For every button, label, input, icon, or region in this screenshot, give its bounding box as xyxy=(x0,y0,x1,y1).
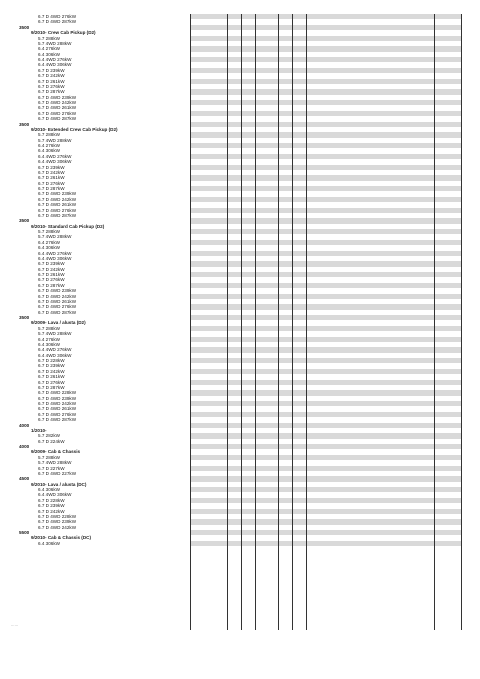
engine-label: 5.7 4WD 288kW xyxy=(38,234,72,240)
engine-label: 6.4 4WD 306kW xyxy=(38,352,72,358)
engine-label: 6.7 D 228kW xyxy=(38,497,65,503)
body-type-label: 9/2010- Cab & Chassis (DC) xyxy=(31,535,91,541)
engine-label: 6.7 D 4WD 242kW xyxy=(38,293,77,299)
engine-label: 6.7 D 4WD 276kW xyxy=(38,110,77,116)
engine-label: 6.7 D 4WD 242kW xyxy=(38,401,77,406)
engine-label: 5.7 4WD 288kW xyxy=(38,331,72,337)
engine-label: 6.4 306kW xyxy=(38,487,60,492)
engine-label: 6.4 306kW xyxy=(38,540,60,546)
engine-label: 5.7 288kW xyxy=(38,35,60,41)
model-label: 3500 xyxy=(19,24,30,30)
engine-label: 6.7 D 4WD 242kW xyxy=(38,524,77,530)
engine-label: 6.4 306kW xyxy=(38,341,60,347)
column-divider xyxy=(190,14,191,630)
engine-label: 6.4 306kW xyxy=(38,51,60,57)
engine-label: 6.7 D 239kW xyxy=(38,164,65,170)
engine-label: 6.4 4WD 276kW xyxy=(38,57,72,62)
engine-label: 6.4 4WD 306kW xyxy=(38,159,72,165)
engine-label: 6.7 D 4WD 228kW xyxy=(38,513,77,519)
column-divider xyxy=(241,14,242,630)
engine-label: 6.7 D 276kW xyxy=(38,180,65,186)
engine-label: 6.7 D 261kW xyxy=(38,175,65,181)
engine-label: 6.7 D 4WD 276kW xyxy=(38,207,77,213)
engine-label: 6.7 D 4WD 287kW xyxy=(38,309,77,315)
engine-label: 6.4 4WD 306kW xyxy=(38,255,72,261)
page-footer-mark: ⋯⋯ xyxy=(11,624,19,628)
engine-label: 6.4 276kW xyxy=(38,46,60,52)
engine-label: 6.7 D 4WD 276kW xyxy=(38,14,77,19)
engine-label: 6.4 276kW xyxy=(38,239,60,245)
engine-label: 6.7 D 4WD 242kW xyxy=(38,196,77,202)
engine-label: 6.7 D 276kW xyxy=(38,83,65,89)
engine-label: 6.7 D 276kW xyxy=(38,277,65,283)
engine-label: 6.7 D 242kW xyxy=(38,368,65,374)
engine-label: 6.7 D 239kW xyxy=(38,261,65,267)
engine-label: 6.7 D 242kW xyxy=(38,169,65,175)
engine-label: 6.7 D 4WD 287kW xyxy=(38,116,77,122)
engine-label: 6.7 D 242kW xyxy=(38,73,65,79)
engine-label: 6.7 D 287kW xyxy=(38,384,65,390)
body-type-label: 9/2010- Extended Crew Cab Pickup (D2) xyxy=(31,126,118,132)
column-divider xyxy=(255,14,256,630)
engine-label: 6.4 276kW xyxy=(38,336,60,342)
body-type-label: 9/2010- Crew Cab Pickup (D2) xyxy=(31,30,96,36)
engine-label: 6.7 D 242kW xyxy=(38,266,65,272)
engine-label: 6.7 D 261kW xyxy=(38,272,65,277)
engine-label: 6.4 4WD 306kW xyxy=(38,492,72,498)
engine-label: 5.7 288kW xyxy=(38,229,60,234)
engine-label: 5.7 288kW xyxy=(38,454,60,460)
engine-label: 6.4 4WD 306kW xyxy=(38,62,72,68)
engine-label: 6.4 306kW xyxy=(38,148,60,154)
engine-label: 6.7 D 4WD 287kW xyxy=(38,417,77,423)
model-label: 4000 xyxy=(19,444,30,449)
body-type-label: 1/2010- xyxy=(31,427,47,433)
model-label: 3500 xyxy=(19,218,30,224)
engine-label: 6.7 D 4WD 239kW xyxy=(38,191,77,197)
body-type-label: 9/2009- Cab & Chassis xyxy=(31,449,81,455)
engine-label: 6.7 D 4WD 239kW xyxy=(38,94,77,100)
column-divider xyxy=(306,14,307,630)
row-stripe xyxy=(190,541,462,546)
engine-label: 6.7 D 4WD 287kW xyxy=(38,19,77,25)
engine-row xyxy=(0,541,480,546)
engine-label: 6.7 D 4WD 276kW xyxy=(38,411,77,417)
body-type-label: 9/2010- Lava / alusta (DC) xyxy=(31,481,87,487)
engine-label: 6.4 4WD 276kW xyxy=(38,250,72,256)
engine-label: 6.7 D 4WD 242kW xyxy=(38,100,77,105)
engine-label: 5.7 4WD 288kW xyxy=(38,40,72,46)
engine-label: 6.7 D 4WD 276kW xyxy=(38,304,77,310)
engine-label: 6.4 4WD 276kW xyxy=(38,153,72,159)
engine-label: 6.7 D 4WD 228kW xyxy=(38,390,77,396)
engine-label: 6.7 D 224kW xyxy=(38,438,65,444)
engine-label: 6.7 D 4WD 287kW xyxy=(38,212,77,218)
column-divider xyxy=(461,14,462,630)
engine-label: 6.7 D 4WD 239kW xyxy=(38,519,77,525)
model-label: 3500 xyxy=(19,121,30,127)
engine-label: 6.7 D 287kW xyxy=(38,89,65,95)
engine-label: 6.7 D 242kW xyxy=(38,508,65,514)
column-divider xyxy=(292,14,293,630)
engine-label: 6.7 D 4WD 261kW xyxy=(38,202,77,208)
engine-label: 6.7 D 4WD 261kW xyxy=(38,105,77,111)
engine-label: 6.7 D 239kW xyxy=(38,67,65,73)
engine-label: 5.7 4WD 288kW xyxy=(38,460,72,466)
engine-label: 5.7 4WD 288kW xyxy=(38,137,72,143)
engine-label: 6.7 D 4WD 227kW xyxy=(38,470,77,476)
engine-label: 6.7 D 4WD 261kW xyxy=(38,406,77,412)
model-label: 4500 xyxy=(19,476,30,482)
engine-label: 6.7 D 287kW xyxy=(38,186,65,191)
engine-label: 6.7 D 239kW xyxy=(38,363,65,369)
body-type-label: 9/2010- Standard Cab Pickup (D2) xyxy=(31,223,105,229)
engine-label: 6.7 D 4WD 261kW xyxy=(38,298,77,304)
model-label: 5500 xyxy=(19,530,30,535)
engine-label: 6.4 276kW xyxy=(38,143,60,148)
engine-label: 5.7 288kW xyxy=(38,132,60,138)
column-divider xyxy=(227,14,228,630)
vehicle-application-list xyxy=(0,14,480,546)
engine-label: 6.7 D 287kW xyxy=(38,282,65,288)
engine-label: 6.7 D 228kW xyxy=(38,358,65,363)
engine-label: 6.4 306kW xyxy=(38,245,60,251)
engine-label: 6.7 D 276kW xyxy=(38,379,65,385)
column-divider xyxy=(434,14,435,630)
body-type-label: 9/2009- Lava / alusta (D2) xyxy=(31,320,86,326)
column-divider xyxy=(278,14,279,630)
engine-label: 6.7 D 4WD 239kW xyxy=(38,288,77,294)
model-label: 4000 xyxy=(19,422,30,428)
engine-label: 6.7 D 4WD 239kW xyxy=(38,395,77,401)
engine-label: 6.7 D 261kW xyxy=(38,374,65,380)
model-label: 3500 xyxy=(19,315,30,320)
engine-label: 5.7 288kW xyxy=(38,325,60,331)
engine-label: 6.7 D 227kW xyxy=(38,465,65,471)
engine-label: 6.7 D 239kW xyxy=(38,503,65,509)
engine-label: 6.7 D 261kW xyxy=(38,78,65,84)
engine-label: 5.7 282kW xyxy=(38,433,60,439)
engine-label: 6.4 4WD 276kW xyxy=(38,347,72,353)
